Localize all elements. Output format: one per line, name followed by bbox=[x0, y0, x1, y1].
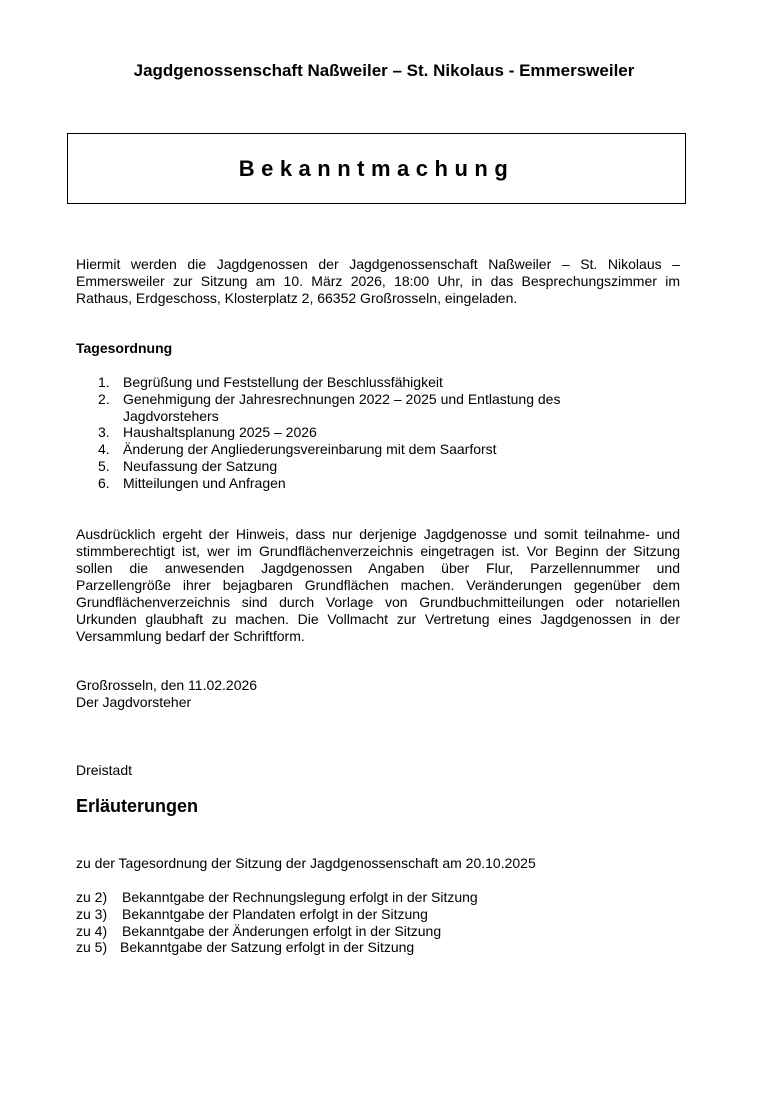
agenda-item-text: Änderung der Angliederungsvereinbarung mit dem Saarforst bbox=[123, 441, 497, 458]
agenda-item-number: 1. bbox=[98, 374, 110, 390]
notice-line: Parzellengröße ihrer bejagbaren Grundflächen machen. Veränderungen gegenüber dem bbox=[76, 577, 680, 593]
explanation-text: Bekanntgabe der Plandaten erfolgt in der Sitzung bbox=[122, 905, 428, 922]
agenda-item-text: Genehmigung der Jahresrechnungen 2022 – 2025 und Entlastung des Jagdvorstehers bbox=[123, 390, 561, 424]
agenda-heading: Tagesordnung bbox=[76, 340, 173, 356]
notice-line: Versammlung bedarf der Schriftform. bbox=[76, 628, 305, 644]
agenda-item-text: Begrüßung und Feststellung der Beschlussfähigkeit bbox=[123, 374, 443, 390]
agenda-item-number: 4. bbox=[98, 441, 110, 458]
agenda-item bbox=[98, 458, 638, 475]
explanation-ref: zu 3) bbox=[76, 905, 108, 922]
invitation-line: Rathaus, Erdgeschoss, Klosterplatz 2, 66352 Großrosseln, eingeladen. bbox=[76, 290, 518, 306]
invitation-line: Hiermit werden die Jagdgenossen der Jagdgenossenschaft Naßweiler – St. Nikolaus – bbox=[76, 256, 680, 272]
notice-line: sollen die anwesenden Jagdgenossen Angaben über Flur, Parzellennummer und bbox=[76, 560, 680, 576]
notice-line: Grundflächenverzeichnis sind durch Vorlage von Grundbuchmitteilungen oder notariellen bbox=[76, 594, 680, 610]
agenda-item-text: Haushaltsplanung 2025 – 2026 bbox=[123, 424, 317, 441]
agenda-item-number: 3. bbox=[98, 424, 110, 441]
agenda-item bbox=[98, 424, 638, 441]
agenda-item-text: Neufassung der Satzung bbox=[123, 457, 278, 474]
explanation-text: Bekanntgabe der Satzung erfolgt in der Sitzung bbox=[120, 939, 415, 956]
agenda-item-number: 6. bbox=[98, 474, 110, 491]
explanation-text: Bekanntgabe der Änderungen erfolgt in der Sitzung bbox=[122, 922, 442, 939]
explanations-heading: Erläuterungen bbox=[76, 796, 199, 816]
organization-title: Jagdgenossenschaft Naßweiler – St. Nikolaus - Emmersweiler bbox=[133, 61, 635, 80]
notice-line: Urkunden glaubhaft zu machen. Die Vollmacht zur Vertretung eines Jagdgenossen in der bbox=[76, 611, 680, 627]
agenda-list bbox=[98, 374, 638, 492]
agenda-item bbox=[98, 475, 638, 492]
explanations-intro: zu der Tagesordnung der Sitzung der Jagdgenossenschaft am 20.10.2025 bbox=[76, 855, 536, 871]
agenda-item-text: Mitteilungen und Anfragen bbox=[123, 474, 286, 491]
notice-line: stimmberechtigt ist, wer im Grundflächenverzeichnis eingetragen ist. Vor Beginn der Sitzung bbox=[76, 543, 680, 559]
agenda-item-number: 2. bbox=[98, 390, 110, 407]
explanation-item bbox=[76, 889, 478, 906]
explanation-item bbox=[76, 939, 478, 956]
title-box bbox=[67, 133, 686, 204]
signatory-name: Dreistadt bbox=[76, 762, 133, 778]
agenda-item-number: 5. bbox=[98, 457, 110, 474]
agenda-item bbox=[98, 441, 638, 458]
agenda-item bbox=[98, 391, 638, 425]
explanation-item bbox=[76, 923, 478, 940]
explanation-ref: zu 4) bbox=[76, 922, 108, 939]
document-title: Bekanntmachung bbox=[238, 155, 515, 181]
notice-paragraph bbox=[76, 526, 680, 645]
invitation-line: Emmersweiler zur Sitzung am 10. März 2026, 18:00 Uhr, in das Besprechungszimmer im bbox=[76, 273, 680, 289]
explanations-list bbox=[76, 889, 478, 956]
signatory-role: Der Jagdvorsteher bbox=[76, 694, 192, 710]
explanation-ref: zu 5) bbox=[76, 939, 108, 956]
explanation-ref: zu 2) bbox=[76, 889, 108, 905]
notice-line: Ausdrücklich ergeht der Hinweis, dass nur derjenige Jagdgenosse und somit teilnahme- und bbox=[76, 526, 680, 542]
place-date: Großrosseln, den 11.02.2026 bbox=[76, 677, 258, 693]
invitation-paragraph bbox=[76, 256, 680, 307]
explanation-text: Bekanntgabe der Rechnungslegung erfolgt in der Sitzung bbox=[122, 889, 478, 905]
agenda-item bbox=[98, 374, 638, 391]
explanation-item bbox=[76, 906, 478, 923]
